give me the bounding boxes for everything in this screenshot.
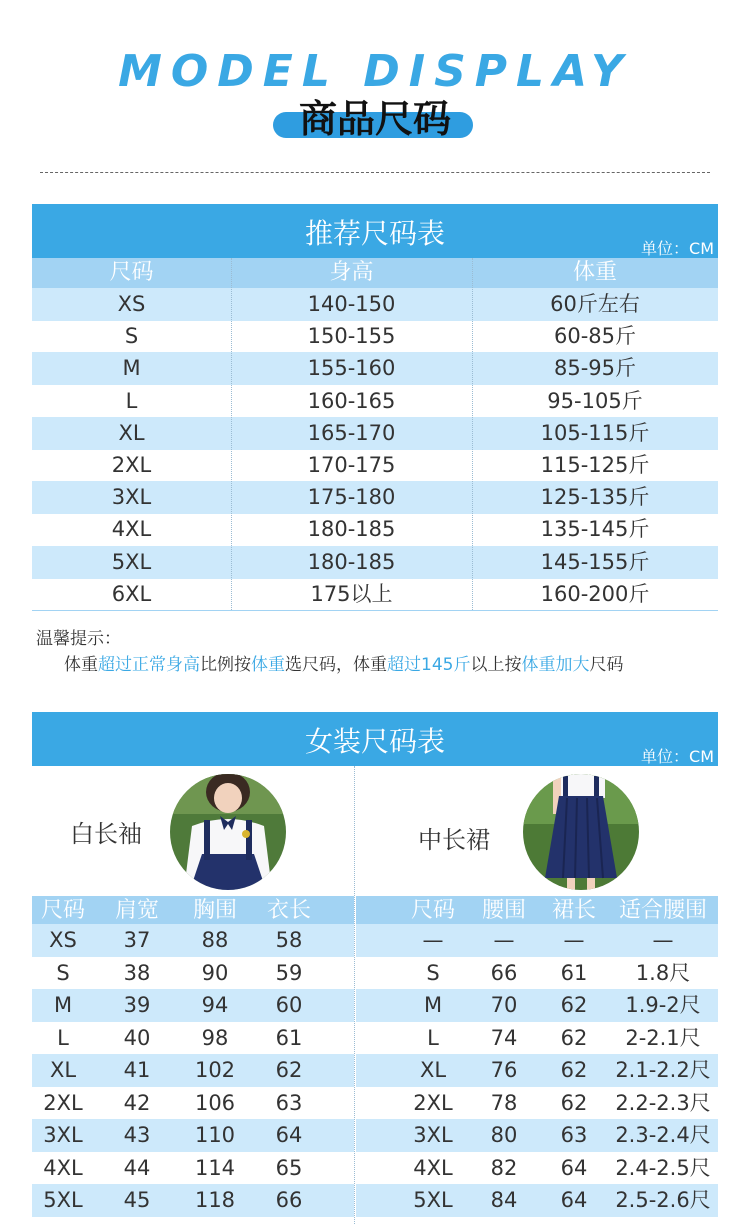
cell-size: — (422, 928, 444, 952)
cell-shoulder: 42 (123, 1090, 151, 1115)
cell-shoulder: 43 (123, 1123, 151, 1147)
tip-label: 温馨提示： (36, 629, 121, 649)
cell-size: S (124, 324, 139, 349)
skirt-model-illustration (523, 774, 639, 890)
table-row (32, 417, 718, 450)
cell-weight: 85-95斤 (553, 356, 637, 381)
column-header-chest: 胸围 (192, 898, 237, 923)
cell-chest: 102 (194, 1058, 236, 1082)
cell-waist: 78 (490, 1090, 518, 1115)
skirt-table-row (356, 1054, 718, 1087)
cell-size: XL (118, 420, 145, 445)
shirt-column-headers (32, 896, 354, 926)
cell-fit-waist: 2-2.1尺 (625, 1025, 701, 1050)
cell-skirt-length: 62 (560, 1058, 588, 1082)
cell-waist: — (493, 928, 515, 952)
column-header-fit-waist: 适合腰围 (618, 898, 707, 923)
cell-fit-waist: 2.4-2.5尺 (615, 1155, 711, 1180)
tip-highlight: 体重 (251, 655, 285, 675)
skirt-column-headers (356, 896, 718, 926)
cell-fit-waist: 1.9-2尺 (625, 993, 701, 1017)
table-row (32, 320, 718, 353)
cell-fit-waist: 2.5-2.6尺 (615, 1188, 711, 1212)
cell-shoulder: 45 (123, 1188, 151, 1212)
cell-size: M (53, 993, 73, 1017)
cell-waist: 70 (490, 993, 518, 1017)
tip-highlight: 超过145斤 (387, 655, 471, 675)
cell-shoulder: 38 (123, 960, 151, 985)
tip-highlight: 体重加大 (521, 655, 590, 675)
cell-height: 140-150 (307, 292, 396, 316)
cell-size: 2XL (413, 1090, 453, 1115)
cell-waist: 82 (490, 1155, 518, 1180)
cell-skirt-length: — (563, 928, 585, 952)
cell-weight: 60斤左右 (550, 292, 640, 316)
cell-size: XS (117, 292, 146, 316)
cell-waist: 66 (490, 960, 518, 985)
tip-text (64, 650, 623, 675)
cell-weight: 135-145斤 (540, 517, 650, 542)
tip-part: 体重 (64, 655, 98, 675)
cell-skirt-length: 63 (560, 1123, 588, 1147)
cell-fit-waist: — (652, 928, 674, 952)
recommended-table-header (32, 204, 718, 258)
cell-fit-waist: 2.3-2.4尺 (615, 1123, 711, 1147)
shirt-model-illustration (170, 774, 286, 890)
table-row (32, 352, 718, 385)
shirt-table-row (32, 1152, 354, 1185)
hero-title: MODEL DISPLAY (118, 46, 632, 97)
cell-size: 4XL (413, 1155, 453, 1180)
cell-size: XS (49, 928, 77, 952)
cell-height: 175以上 (310, 581, 393, 606)
recommended-unit-label: 单位：CM (641, 239, 714, 258)
womens-table-header (32, 712, 718, 766)
cell-shoulder: 37 (123, 928, 151, 952)
table-row (32, 546, 718, 579)
column-header-weight: 体重 (572, 260, 617, 285)
column-header-length: 衣长 (266, 898, 311, 923)
tip-highlight: 超过正常身高 (98, 655, 200, 675)
cell-size: 2XL (111, 453, 152, 477)
cell-waist: 74 (490, 1025, 518, 1050)
cell-size: L (57, 1025, 69, 1050)
womens-table-title: 女装尺码表 (304, 725, 445, 758)
cell-skirt-length: 61 (560, 960, 588, 985)
cell-waist: 80 (490, 1123, 518, 1147)
cell-size: 4XL (43, 1155, 83, 1180)
column-header-shoulder: 肩宽 (114, 898, 159, 923)
cell-height: 155-160 (307, 356, 396, 381)
cell-size: M (122, 356, 141, 381)
cell-size: S (426, 960, 440, 985)
cell-skirt-length: 62 (560, 1090, 588, 1115)
column-separator (231, 258, 232, 610)
table-row (32, 578, 718, 611)
cell-weight: 95-105斤 (547, 388, 643, 413)
cell-skirt-length: 64 (560, 1188, 588, 1212)
cell-shoulder: 44 (123, 1155, 151, 1180)
column-header-height: 身高 (329, 260, 374, 285)
cell-size: 4XL (111, 517, 152, 542)
shirt-product-name: 白长袖 (70, 820, 142, 848)
hero-subtitle: 商品尺码 (298, 97, 451, 141)
cell-shoulder: 39 (123, 993, 151, 1017)
skirt-table-row (356, 924, 718, 957)
column-header-size: 尺码 (410, 898, 455, 923)
cell-weight: 115-125斤 (540, 453, 650, 477)
cell-waist: 76 (490, 1058, 518, 1082)
cell-waist: 84 (490, 1188, 518, 1212)
cell-height: 150-155 (307, 324, 396, 349)
cell-length: 63 (275, 1090, 303, 1115)
cell-chest: 106 (194, 1090, 236, 1115)
cell-size: 3XL (43, 1123, 83, 1147)
shirt-model-photo (170, 774, 286, 890)
skirt-table-row (356, 989, 718, 1022)
table-row (32, 481, 718, 514)
cell-fit-waist: 1.8尺 (635, 960, 691, 985)
skirt-table-row (356, 1022, 718, 1055)
cell-size: 6XL (111, 581, 152, 606)
cell-height: 160-165 (307, 388, 396, 413)
cell-skirt-length: 62 (560, 1025, 588, 1050)
cell-weight: 60-85斤 (553, 324, 637, 349)
table-row (32, 288, 718, 321)
table-row (32, 449, 718, 482)
skirt-table-row (356, 1184, 718, 1217)
cell-length: 60 (275, 993, 303, 1017)
product-separator (354, 766, 355, 1224)
tip-part: 比例按 (200, 655, 251, 675)
cell-size: 2XL (43, 1090, 83, 1115)
cell-size: M (423, 993, 443, 1017)
cell-height: 170-175 (307, 453, 396, 477)
cell-height: 180-185 (307, 517, 396, 542)
cell-height: 165-170 (307, 420, 396, 445)
skirt-table-row (356, 957, 718, 990)
cell-chest: 88 (201, 928, 229, 952)
cell-size: 3XL (111, 485, 152, 510)
cell-height: 175-180 (307, 485, 396, 510)
cell-weight: 125-135斤 (540, 485, 650, 510)
cell-fit-waist: 2.1-2.2尺 (615, 1058, 711, 1082)
cell-chest: 98 (201, 1025, 229, 1050)
shirt-table-row (32, 989, 354, 1022)
womens-unit-label: 单位：CM (641, 747, 714, 766)
cell-size: L (427, 1025, 439, 1050)
skirt-model-photo (523, 774, 639, 890)
column-header-waist: 腰围 (481, 898, 526, 923)
cell-weight: 160-200斤 (540, 581, 650, 606)
cell-size: XL (49, 1058, 77, 1082)
column-header-skirt-length: 裙长 (551, 898, 596, 923)
cell-length: 58 (275, 928, 303, 952)
cell-length: 64 (275, 1123, 303, 1147)
cell-length: 62 (275, 1058, 303, 1082)
shirt-table-row (32, 1054, 354, 1087)
section-divider (40, 172, 710, 173)
cell-size: XL (419, 1058, 447, 1082)
tip-part: 选尺码，体重 (285, 655, 387, 675)
table-row (32, 513, 718, 546)
cell-shoulder: 40 (123, 1025, 151, 1050)
cell-length: 59 (275, 960, 303, 985)
cell-size: 5XL (43, 1188, 83, 1212)
shirt-table-row (32, 1119, 354, 1152)
table-bottom-rule (32, 610, 718, 611)
column-header-size: 尺码 (109, 260, 154, 285)
cell-chest: 118 (194, 1188, 236, 1212)
cell-weight: 105-115斤 (540, 420, 650, 445)
cell-fit-waist: 2.2-2.3尺 (615, 1090, 711, 1115)
skirt-product-name: 中长裙 (418, 826, 490, 854)
tip-part: 尺码 (589, 655, 624, 675)
cell-size: 5XL (413, 1188, 453, 1212)
cell-shoulder: 41 (123, 1058, 151, 1082)
table-row (32, 385, 718, 418)
shirt-table-row (32, 1087, 354, 1120)
column-header-size: 尺码 (40, 898, 85, 923)
cell-size: 5XL (111, 549, 152, 574)
cell-length: 65 (275, 1155, 303, 1180)
recommended-column-headers (32, 258, 718, 288)
shirt-table-row (32, 1022, 354, 1055)
shirt-table-row (32, 924, 354, 957)
cell-chest: 110 (194, 1123, 236, 1147)
tip-part: 以上按 (470, 655, 522, 675)
skirt-table-row (356, 1087, 718, 1120)
recommended-table-title: 推荐尺码表 (304, 217, 445, 250)
shirt-table-row (32, 957, 354, 990)
cell-chest: 114 (194, 1155, 236, 1180)
column-separator (472, 258, 473, 610)
cell-size: S (56, 960, 70, 985)
cell-chest: 94 (201, 993, 229, 1017)
cell-skirt-length: 62 (560, 993, 588, 1017)
cell-chest: 90 (201, 960, 229, 985)
cell-weight: 145-155斤 (540, 549, 650, 574)
shirt-table-row (32, 1184, 354, 1217)
cell-height: 180-185 (307, 549, 396, 574)
skirt-table-row (356, 1119, 718, 1152)
cell-skirt-length: 64 (560, 1155, 588, 1180)
skirt-table-row (356, 1152, 718, 1185)
cell-size: L (125, 388, 138, 413)
cell-length: 66 (275, 1188, 303, 1212)
cell-size: 3XL (413, 1123, 453, 1147)
cell-length: 61 (275, 1025, 303, 1050)
